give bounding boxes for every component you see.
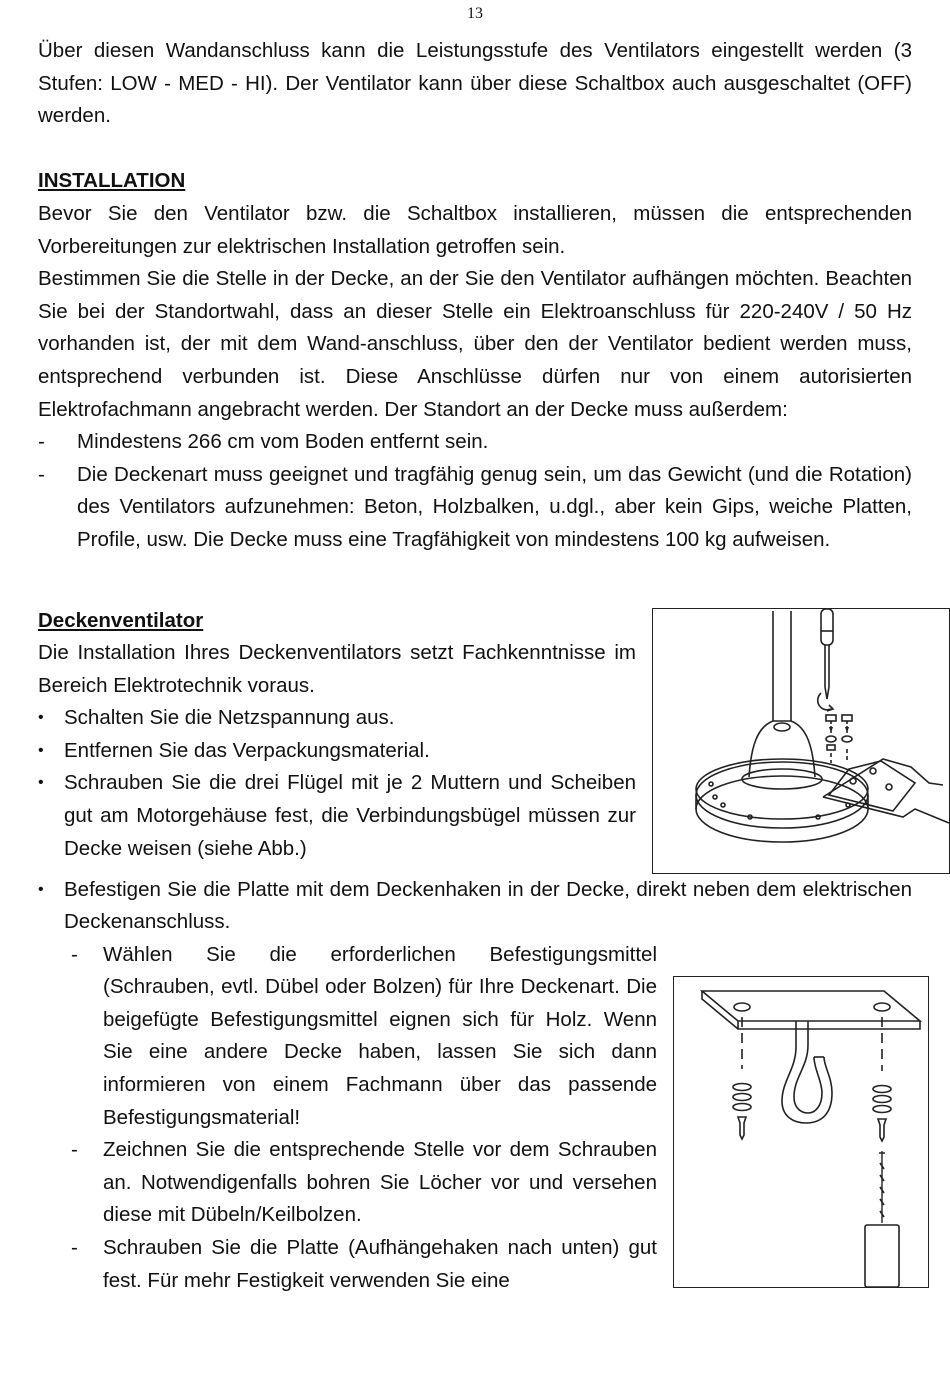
- dash-marker: -: [38, 430, 45, 454]
- list-item-text: Befestigen Sie die Platte mit dem Deckenhaken in der Decke, direkt neben dem elektrischen Deckenanschluss.: [64, 877, 912, 934]
- list-item-text: Schalten Sie die Netzspannung aus.: [64, 706, 395, 730]
- list-item: [38, 702, 912, 735]
- sub-list-item: [38, 1134, 912, 1232]
- sub-list-item: [38, 1232, 912, 1297]
- dash-marker: -: [38, 462, 45, 486]
- bullet-marker: •: [38, 741, 44, 759]
- dash-marker: -: [71, 1236, 78, 1260]
- list-item: [38, 767, 912, 865]
- list-item-text: Die Deckenart muss geeignet und tragfähig genug sein, um das Gewicht (und die Rotation) des Ventilators aufzunehmen: Beton, Holzbalken, u.dgl., aber kein Gips, weiche Platten, Profile, usw. Die Decke muss eine Tragfähigkeit von mindestens 100 kg aufweisen.: [77, 462, 912, 551]
- list-item: [38, 735, 912, 768]
- list-item: [38, 874, 912, 939]
- bullet-marker: •: [38, 774, 44, 792]
- list-item-text: Entfernen Sie das Verpackungsmaterial.: [64, 738, 430, 762]
- dash-marker: -: [71, 1138, 78, 1162]
- deckenventilator-intro: Die Installation Ihres Deckenventilators setzt Fachkenntnisse im Bereich Elektrotechnik voraus.: [38, 641, 636, 697]
- dash-marker: -: [71, 942, 78, 966]
- intro-paragraph: Über diesen Wandanschluss kann die Leistungsstufe des Ventilators eingestellt werden (3 Stufen: LOW - MED - HI). Der Ventilator kann über diese Schaltbox auch ausgeschaltet (OFF) werden.: [38, 39, 912, 128]
- list-item: [38, 459, 912, 557]
- list-item: [38, 426, 912, 459]
- sub-list-item-text: Zeichnen Sie die entsprechende Stelle vor dem Schrauben an. Notwendigenfalls bohren Sie Löcher vor und versehen diese mit Dübeln/Keilbolzen.: [103, 1138, 657, 1227]
- deckenventilator-heading: Deckenventilator: [38, 608, 204, 632]
- sub-list-item-text: Schrauben Sie die Platte (Aufhängehaken nach unten) gut fest. Für mehr Festigkeit verwenden Sie eine: [103, 1236, 657, 1292]
- page-number: 13: [467, 5, 483, 22]
- sub-list-item: [38, 939, 912, 1135]
- installation-paragraph-1: Bevor Sie den Ventilator bzw. die Schaltbox installieren, müssen die entsprechenden Vorbereitungen zur elektrischen Installation getroffen sein.: [38, 201, 912, 258]
- list-item-text: Schrauben Sie die drei Flügel mit je 2 Muttern und Scheiben gut am Motorgehäuse fest, die Verbindungsbügel müssen zur Decke weisen (siehe Abb.): [64, 771, 636, 860]
- bullet-marker: •: [38, 709, 44, 727]
- list-item-text: Mindestens 266 cm vom Boden entfernt sein.: [77, 430, 489, 454]
- sub-list-item-text: Wählen Sie die erforderlichen Befestigungsmittel (Schrauben, evtl. Dübel oder Bolzen) für Ihre Deckenart. Die beigefügte Befestigungsmittel eignen sich für Holz. Wenn Sie eine andere Decke haben, lassen Sie sich dann informieren von einem Fachmann über das passende Befestigungsmaterial!: [103, 942, 657, 1129]
- installation-paragraph-2: Bestimmen Sie die Stelle in der Decke, an der Sie den Ventilator aufhängen möchten. Beachten Sie bei der Standortwahl, dass an dieser Stelle ein Elektroanschluss für 220-240V / 50 Hz vorhanden ist, der mit dem Wand-anschluss, über den der Ventilator bedient werden muss, entsprechend verbunden ist. Diese Anschlüsse dürfen nur von einem autorisierten Elektrofachmann angebracht werden. Der Standort an der Decke muss außerdem:: [38, 267, 912, 421]
- page-content: [38, 35, 912, 1297]
- installation-heading: INSTALLATION: [38, 169, 186, 193]
- bullet-marker: •: [38, 880, 44, 898]
